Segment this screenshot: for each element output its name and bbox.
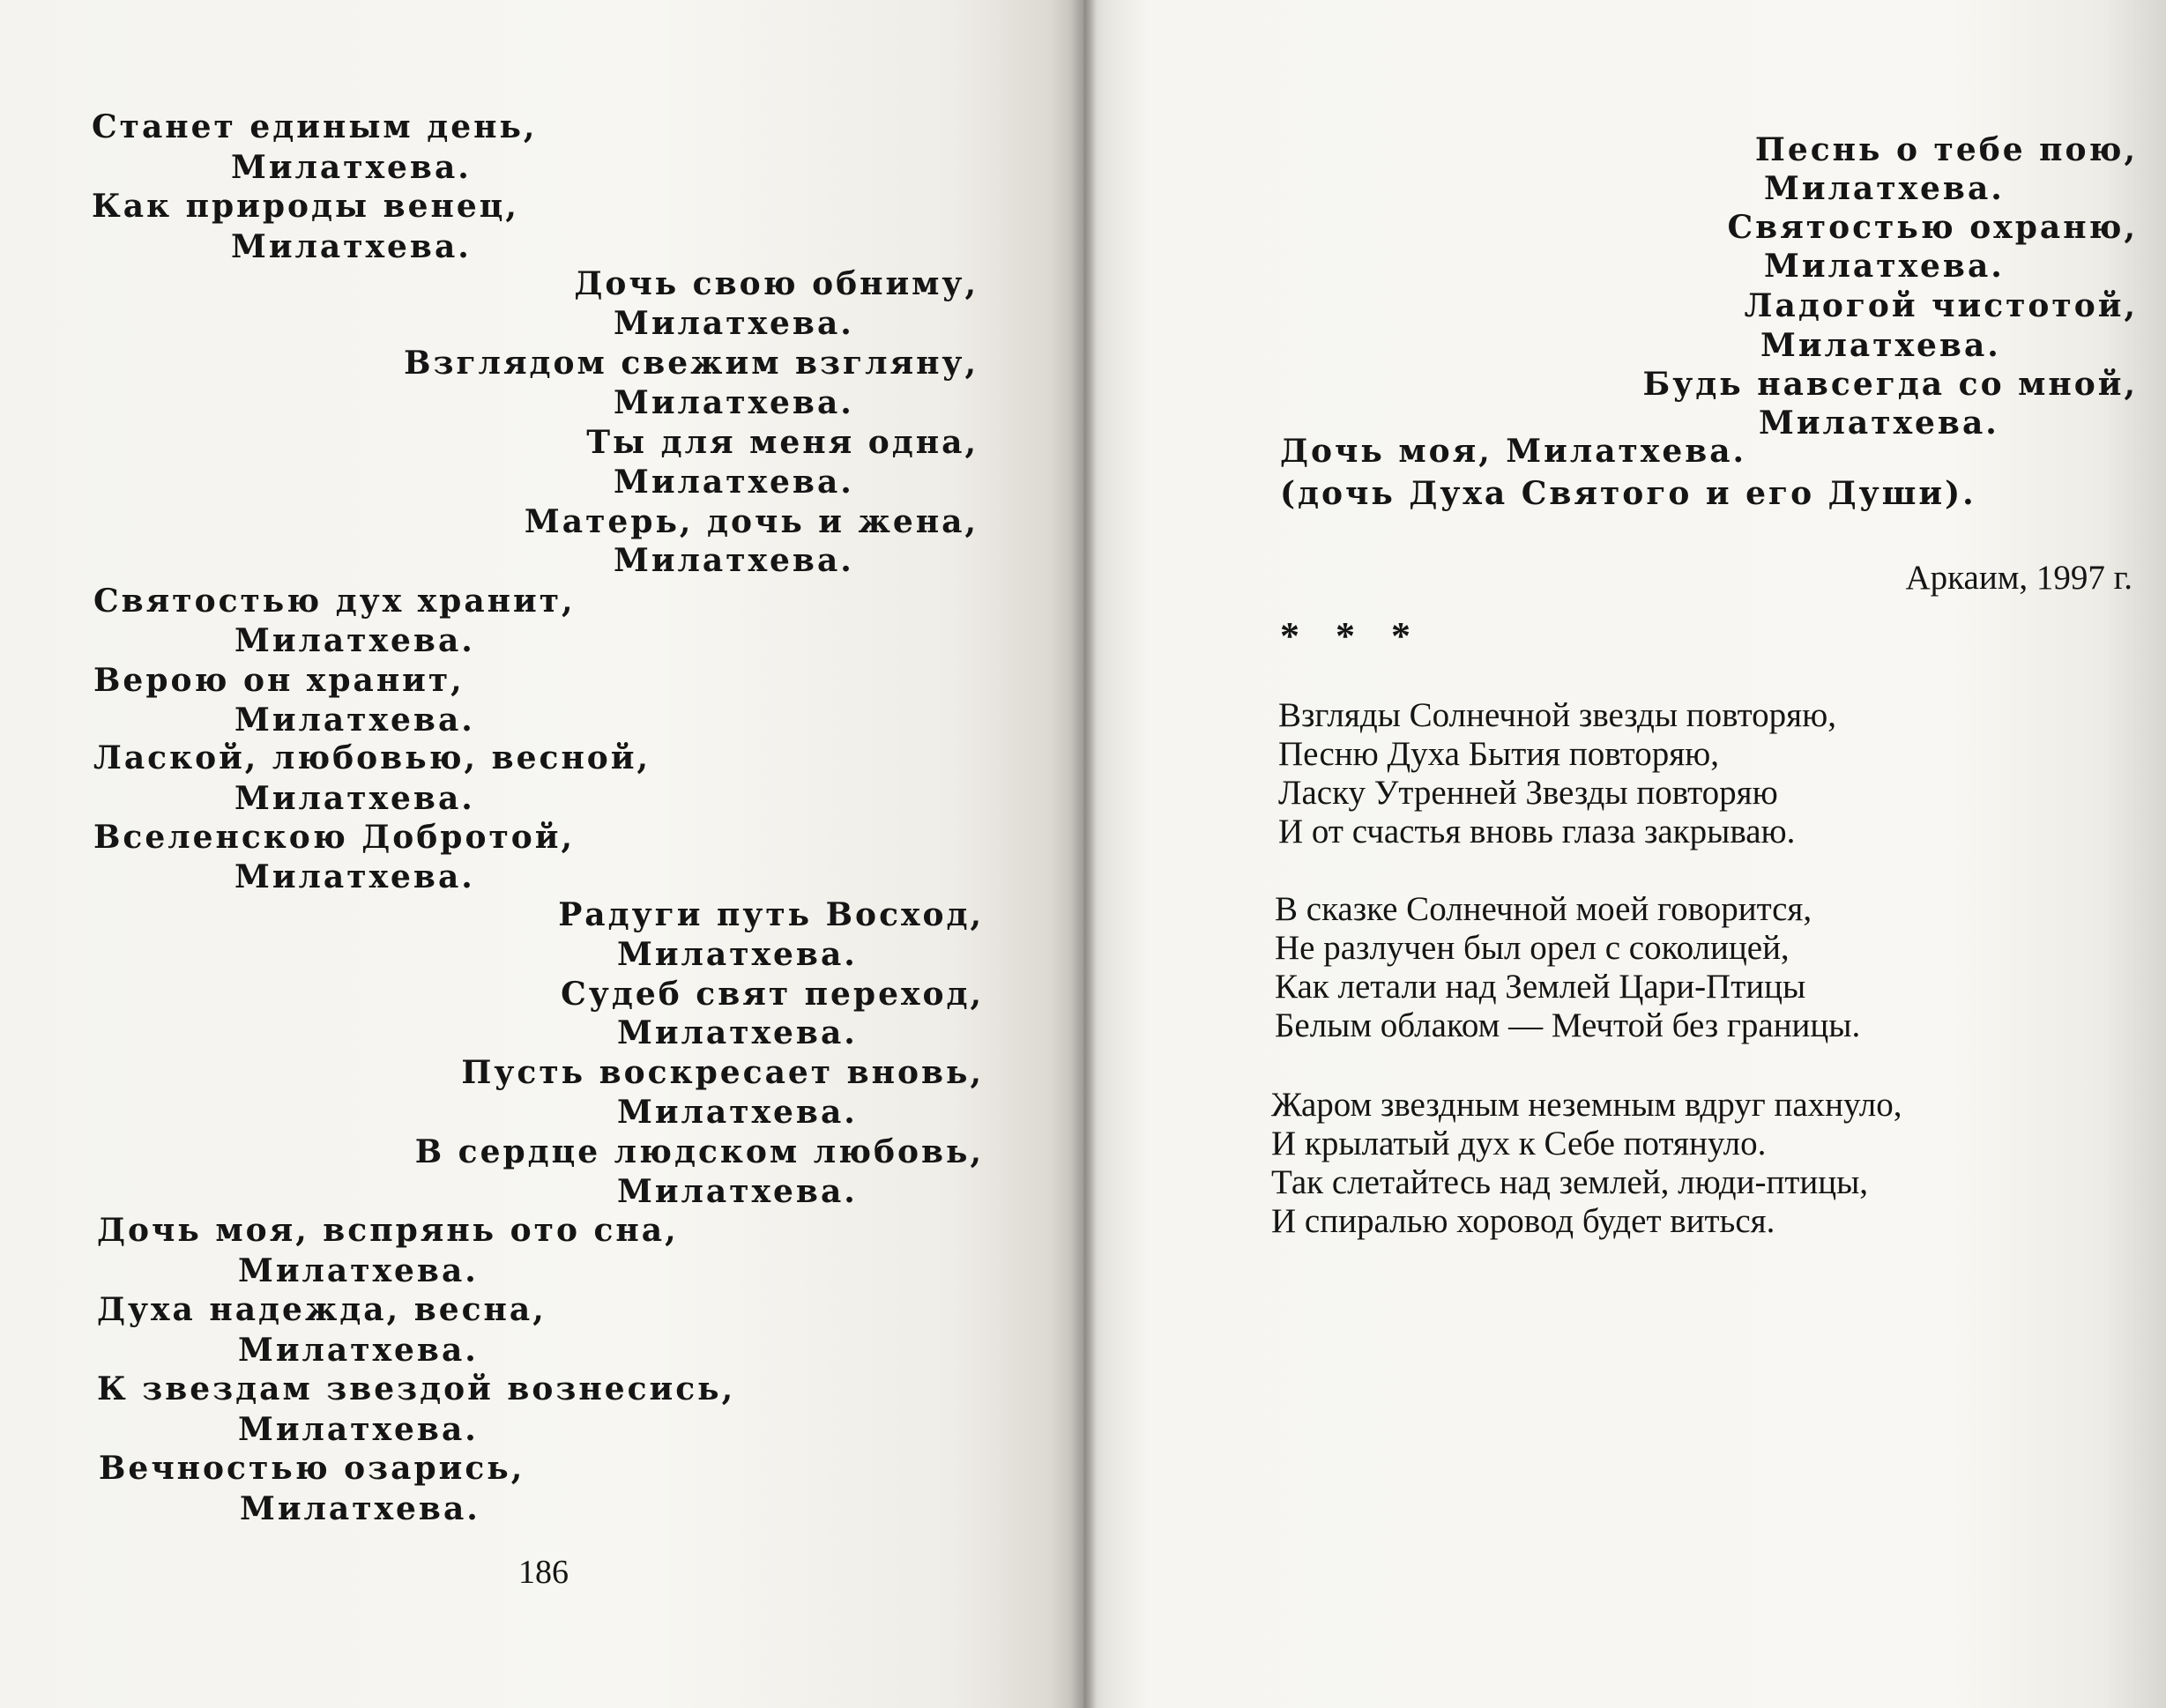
verse-line: Взгляды Солнечной звезды повторяю, [1278,696,1836,734]
poem-signature: Аркаим, 1997 г. [1905,559,2133,597]
poem-line: Святостью охраню, [1727,209,2138,246]
poem-refrain: Милатхева. [1764,170,2005,207]
verse-line: Белым облаком — Мечтой без границы. [1275,1006,1861,1044]
poem-refrain: Милатхева. [614,542,854,579]
poem-line: Взглядом свежим взгляну, [404,345,979,382]
poem-line: Пусть воскресает вновь, [461,1054,984,1091]
verse-line: Песню Духа Бытия повторяю, [1278,735,1720,773]
poem-refrain: Милатхева. [234,858,475,895]
poem-line: Ладогой чистотой, [1744,287,2138,324]
verse-line: Ласку Утренней Звезды повторяю [1278,774,1778,812]
poem-line: Духа надежда, весна, [97,1291,547,1328]
poem-line: Ты для меня одна, [586,424,979,461]
poem-line: Верою он хранит, [93,662,465,699]
poem-line: Судеб свят переход, [561,976,984,1013]
book-spine-shadow [1070,0,1097,1708]
poem-refrain: Милатхева. [238,1332,479,1369]
poem-line: Будь навсегда со мной, [1642,366,2138,403]
poem-line: Дочь моя, вспрянь ото сна, [97,1212,679,1249]
poem-line: Станет единым день, [92,108,538,145]
poem-refrain: Милатхева. [238,1252,479,1289]
verse-line: И спиралью хоровод будет виться. [1271,1202,1775,1240]
verse-line: В сказке Солнечной моей говорится, [1275,890,1812,928]
section-separator: * * * [1280,614,1411,657]
poem-refrain: Милатхева. [614,464,854,501]
poem-line: В сердце людском любовь, [414,1133,984,1170]
verse-line: Так слетайтесь над землей, люди-птицы, [1271,1163,1869,1201]
verse-line: И крылатый дух к Себе потянуло. [1271,1125,1767,1162]
poem-line: Радуги путь Восход, [558,896,984,933]
poem-refrain: Милатхева. [234,780,475,817]
poem-refrain: Милатхева. [617,1014,858,1051]
poem-refrain: Милатхева. [617,1173,858,1210]
poem-refrain: Милатхева. [231,149,472,186]
poem-refrain: Милатхева. [617,936,858,973]
poem-line: Матерь, дочь и жена, [524,503,979,540]
poem-line: Святостью дух хранит, [93,583,576,620]
verse-line: Жаром звездным неземным вдруг пахнуло, [1271,1086,1902,1124]
poem-refrain: Милатхева. [617,1094,858,1131]
poem-refrain: Милатхева. [231,228,472,265]
poem-line: К звездам звездой вознесись, [97,1370,736,1407]
poem-refrain: Милатхева. [234,702,475,739]
poem-line: Как природы венец, [92,188,519,225]
poem-dedication: (дочь Духа Святого и его Души). [1280,475,1976,512]
poem-line: Вселенскою Добротой, [93,819,576,856]
verse-line: Не разлучен был орел с соколицей, [1275,929,1790,967]
poem-line: Дочь моя, Милатхева. [1280,433,1747,470]
poem-line: Вечностью озарись, [99,1450,525,1487]
verse-line: И от счастья вновь глаза закрываю. [1278,813,1796,850]
right-page [1083,0,2166,1708]
poem-refrain: Милатхева. [234,622,475,659]
poem-line: Лаской, любовью, весной, [93,739,651,776]
poem-refrain: Милатхева. [1759,405,1999,442]
poem-refrain: Милатхева. [614,384,854,421]
poem-refrain: Милатхева. [614,305,854,342]
poem-refrain: Милатхева. [1764,248,2005,285]
poem-line: Песнь о тебе пою, [1754,131,2138,168]
verse-line: Как летали над Землей Цари-Птицы [1275,968,1806,1006]
page-number: 186 [518,1554,569,1591]
poem-refrain: Милатхева. [238,1411,479,1448]
poem-refrain: Милатхева. [240,1490,480,1527]
poem-refrain: Милатхева. [1760,327,2001,364]
poem-line: Дочь свою обниму, [574,265,979,302]
